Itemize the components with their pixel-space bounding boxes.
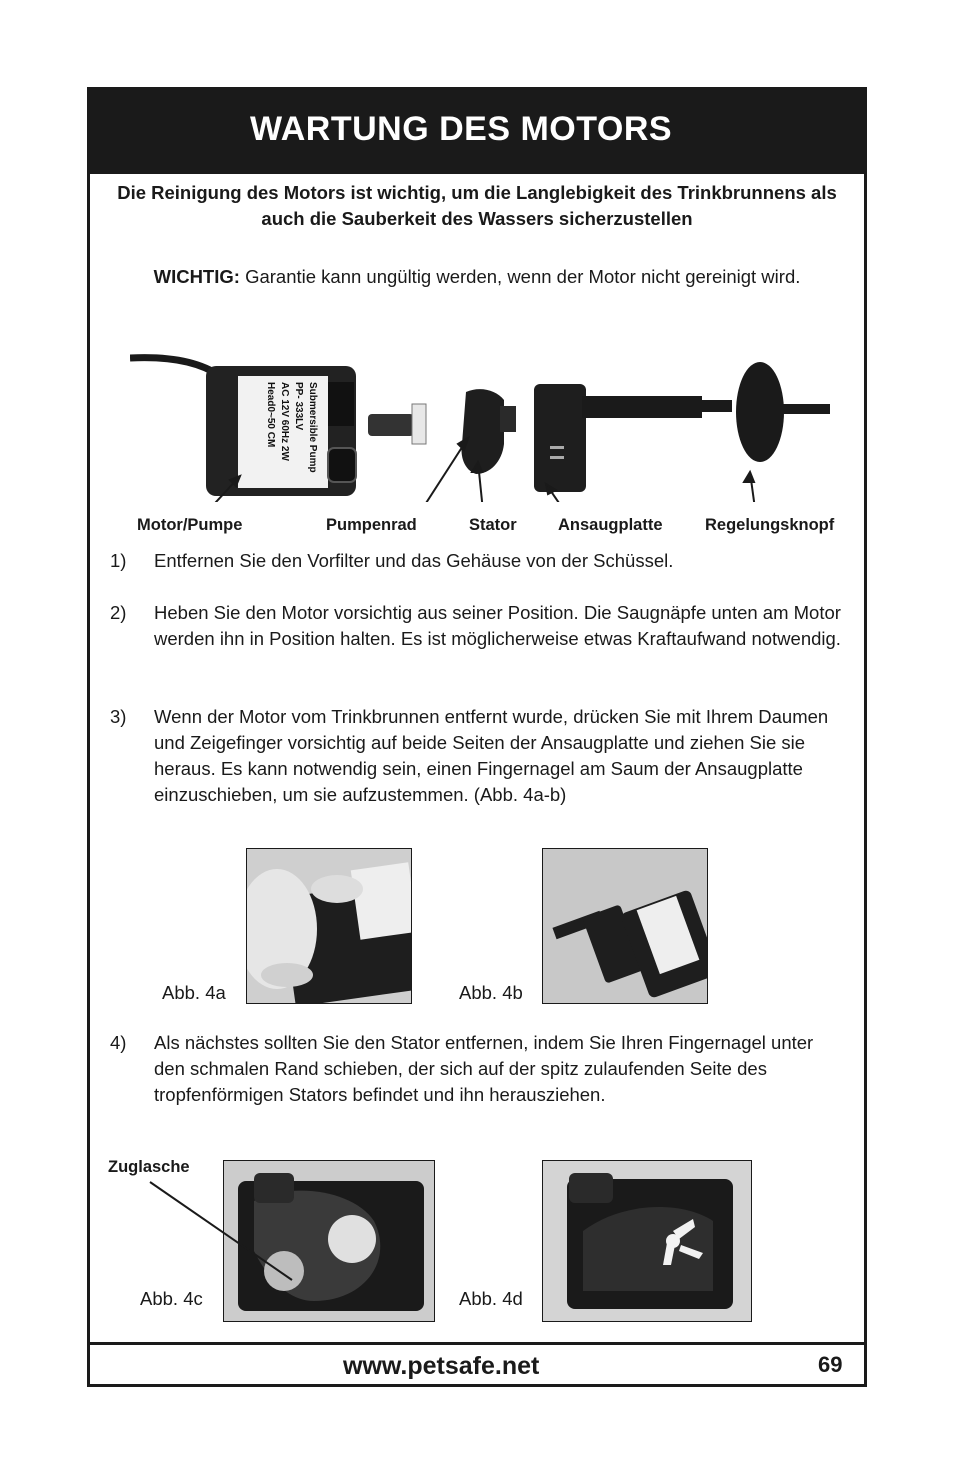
caption-4d: Abb. 4d: [459, 1288, 523, 1309]
parts-photo: [130, 352, 830, 502]
page-frame: WARTUNG DES MOTORS Die Reinigung des Motors ist wichtig, um die Langlebigkeit des Trinkbrunnens als auch die Sauberkeit des Wassers sicherzustellen WICHTIG: Garantie kann ungültig werden, wenn der Motor nicht gereinigt wird. Submersible Pump PP- 333LV AC 12V 60Hz 2W Head0~50 CM Motor/Pumpe Pumpenrad Stator Ansaugplatte Regelungsknopf 1) Entfernen Sie den Vorfilter und das Gehäuse von der Schüssel. 2) Heben Sie den Motor vorsichtig aus seiner Position. Die Saugnäpfe unten am Motor werden ihn in Position halten. Es ist möglicherweise etwas Kraftaufwand notwendig. 3) Wenn der Motor vom Trinkbrunnen entfernt wurde, drücken Sie mit Ihrem Daumen und Zeigefinger vorsichtig auf beide Seiten der Ansaugplatte und ziehen Sie sie heraus. Es kann notwendig sein, einen Fingernagel am Saum der Ansaugplatte einzuschieben, um sie aufzustemmen. (Abb. 4a-b) Abb. 4a Abb. 4b 4) Als nächstes sollten Sie den Stator entfernen, indem Sie Ihren Fingernagel unter den schmalen Rand schieben, der sich auf der spitz zulaufenden Seite des tropfenförmigen Stators befindet und ihn herausziehen. Zuglasche Abb. 4c Abb. 4d www.petsafe.net 69: [87, 87, 867, 1387]
figure-4d: [542, 1160, 752, 1322]
figure-4b: [542, 848, 708, 1004]
pump-label-line1: Submersible Pump: [307, 382, 318, 473]
callout-line: [140, 1178, 300, 1288]
warning-text: [130, 264, 824, 290]
part-label-pumpenrad: Pumpenrad: [326, 516, 417, 534]
page-title: WARTUNG DES MOTORS: [250, 110, 673, 148]
page-number: 69: [818, 1352, 843, 1377]
caption-4c: Abb. 4c: [140, 1288, 203, 1309]
footer-url[interactable]: www.petsafe.net: [343, 1352, 540, 1380]
part-label-ansaugplatte: Ansaugplatte: [558, 516, 663, 534]
callout-zuglasche: Zuglasche: [108, 1158, 190, 1176]
part-label-regelungsknopf: Regelungsknopf: [705, 516, 835, 534]
part-label-motor: Motor/Pumpe: [137, 516, 243, 534]
footer-divider: [90, 1342, 864, 1345]
pump-label-line4: Head0~50 CM: [265, 382, 276, 448]
caption-4a: Abb. 4a: [162, 982, 226, 1003]
pump-label-line3: AC 12V 60Hz 2W: [279, 382, 290, 461]
pump-label-line2: PP- 333LV: [293, 382, 304, 431]
figure-4a: [246, 848, 412, 1004]
intro-text: Die Reinigung des Motors ist wichtig, um die Langlebigkeit des Trinkbrunnens als auch die Sauberkeit des Wassers sicherzustellen: [117, 182, 837, 229]
caption-4b: Abb. 4b: [459, 982, 523, 1003]
part-label-stator: Stator: [469, 516, 517, 534]
warning-label: WICHTIG:: [153, 266, 240, 287]
page-header: [90, 90, 864, 174]
warning-body: Garantie kann ungültig werden, wenn der Motor nicht gereinigt wird.: [245, 266, 801, 287]
